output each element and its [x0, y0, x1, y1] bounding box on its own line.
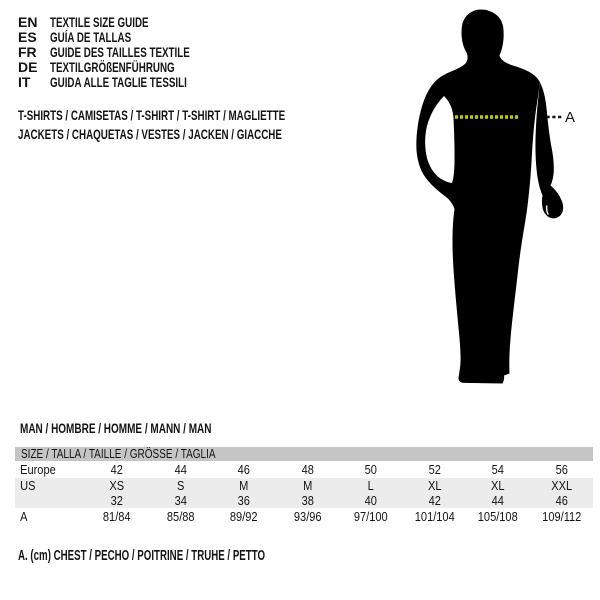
cell: 46: [237, 462, 250, 477]
cell: 89/92: [229, 509, 258, 524]
cell: 52: [428, 462, 441, 477]
language-code: IT: [18, 74, 31, 90]
row-label: Europe: [20, 462, 56, 477]
table-row-numeric: [15, 493, 593, 508]
cell: 42: [428, 493, 441, 508]
man-body-shape: [416, 10, 539, 384]
language-code: DE: [18, 59, 38, 75]
footnote: [18, 549, 387, 564]
language-label: TEXTILE SIZE GUIDE: [50, 14, 149, 30]
section-title-text: MAN / HOMBRE / HOMME / MANN / MAN: [20, 421, 212, 436]
size-table-header: [15, 447, 593, 461]
cell: 44: [491, 493, 504, 508]
cell: 40: [364, 493, 377, 508]
cell: M: [302, 478, 312, 493]
man-right-arm-shape: [535, 82, 563, 219]
cell: 42: [110, 462, 123, 477]
cell: 105/108: [477, 509, 518, 524]
language-code: EN: [18, 14, 38, 30]
cell: 38: [301, 493, 314, 508]
table-row-europe: [15, 461, 593, 478]
cell: 34: [174, 493, 187, 508]
cell: 54: [491, 462, 504, 477]
cell: XS: [109, 478, 125, 493]
size-table: [15, 447, 593, 525]
cell: 97/100: [353, 509, 388, 524]
cell: 85/88: [166, 509, 195, 524]
cell: M: [239, 478, 249, 493]
table-row-chest-cm: [15, 508, 593, 525]
language-label: GUIDA ALLE TAGLIE TESSILI: [50, 74, 187, 90]
cell: XL: [490, 478, 505, 493]
language-code: ES: [18, 29, 37, 45]
language-label: GUIDE DES TAILLES TEXTILE: [50, 44, 190, 60]
table-row-us: [15, 478, 593, 493]
cell: XL: [427, 478, 442, 493]
category-line-jackets: JACKETS / CHAQUETAS / VESTES / JACKEN / GIACCHE: [18, 125, 282, 142]
cell: 50: [364, 462, 377, 477]
cell: 48: [301, 462, 314, 477]
measure-label-a: A: [565, 109, 576, 126]
cell: 36: [237, 493, 250, 508]
cell: 46: [555, 493, 568, 508]
cell: 44: [174, 462, 187, 477]
cell: 56: [555, 462, 568, 477]
row-label: A: [20, 509, 28, 524]
cell: 32: [110, 493, 123, 508]
cell: 93/96: [293, 509, 322, 524]
cell: L: [367, 478, 374, 493]
row-label: US: [20, 478, 36, 493]
footnote-text: A. (cm) CHEST / PECHO / POITRINE / TRUHE / PETTO: [18, 548, 266, 564]
cell: 109/112: [541, 509, 581, 524]
section-title: [20, 421, 279, 436]
size-table-header-text: SIZE / TALLA / TAILLE / GRÖSSE / TAGLIA: [21, 447, 216, 461]
cell: XXL: [550, 478, 572, 493]
language-label: GUÍA DE TALLAS: [50, 29, 132, 45]
cell: 81/84: [102, 509, 131, 524]
cell: S: [176, 478, 184, 493]
cell: 101/104: [414, 509, 455, 524]
language-code: FR: [18, 44, 37, 60]
category-line-tshirts: T-SHIRTS / CAMISETAS / T-SHIRT / T-SHIRT / MAGLIETTE: [18, 107, 286, 123]
language-label: TEXTILGRÖßENFÜHRUNG: [50, 59, 175, 75]
